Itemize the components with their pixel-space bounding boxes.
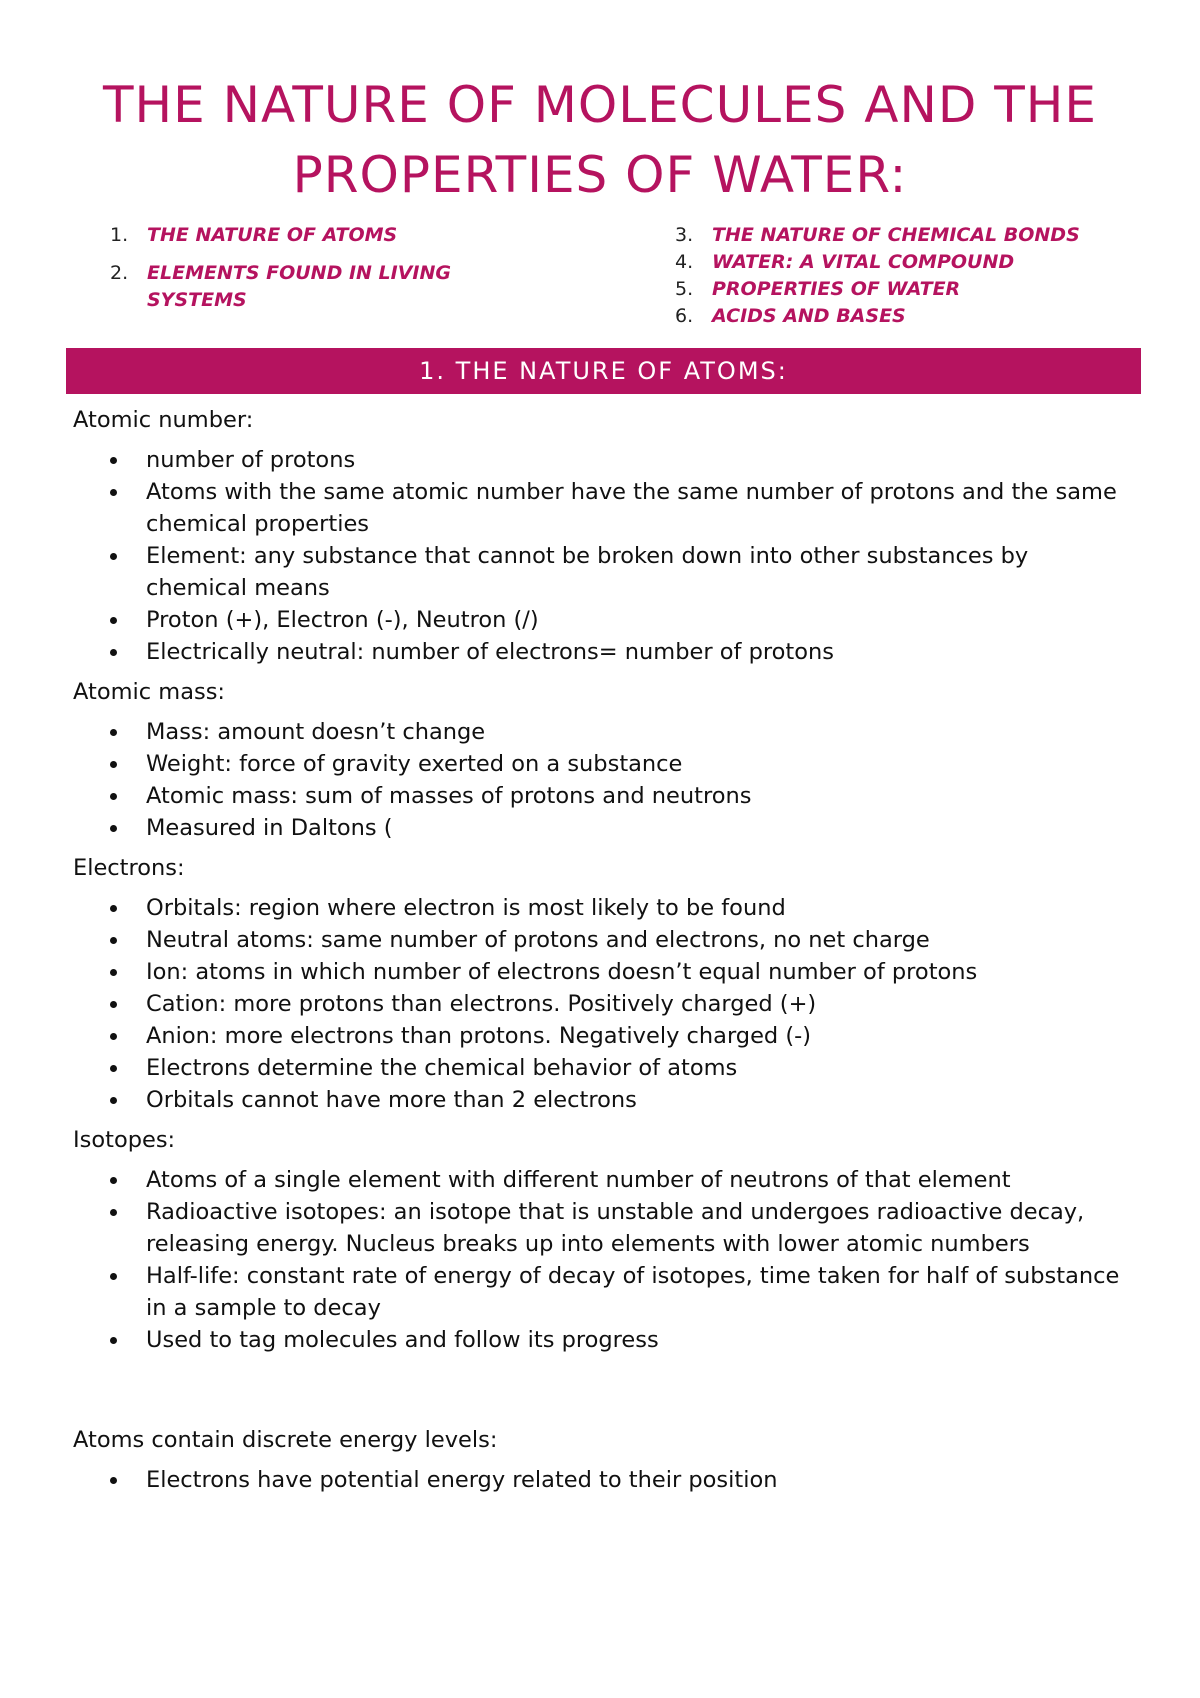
group-heading: Atoms contain discrete energy levels: — [73, 1427, 498, 1453]
toc-item-number: 2. — [110, 262, 129, 284]
bullet-list — [73, 892, 1133, 1116]
bullet-item: Proton (+), Electron (-), Neutron (/) — [73, 604, 1133, 636]
bullet-item: Measured in Daltons ( — [73, 812, 1133, 844]
toc-item-number: 5. — [675, 278, 694, 300]
bullet-item: Ion: atoms in which number of electrons doesn’t equal number of protons — [73, 956, 1133, 988]
toc-item[interactable] — [675, 222, 1145, 249]
toc-item[interactable] — [110, 222, 500, 249]
bullet-item: Used to tag molecules and follow its progress — [73, 1324, 1133, 1356]
bullet-list — [73, 444, 1133, 668]
bullet-item: Orbitals cannot have more than 2 electrons — [73, 1084, 1133, 1116]
toc-item[interactable] — [675, 276, 1145, 303]
group-heading: Atomic number: — [73, 407, 254, 433]
group-heading: Isotopes: — [73, 1127, 176, 1153]
bullet-item: Atomic mass: sum of masses of protons and neutrons — [73, 780, 1133, 812]
toc-item[interactable] — [675, 249, 1145, 276]
bullet-list — [73, 1464, 1133, 1496]
section-content — [73, 404, 1133, 1504]
bullet-item: Cation: more protons than electrons. Positively charged (+) — [73, 988, 1133, 1020]
toc-right-column — [675, 222, 1145, 330]
bullet-item: Element: any substance that cannot be broken down into other substances by chemical means — [73, 540, 1133, 604]
bullet-item: Electrically neutral: number of electrons= number of protons — [73, 636, 1133, 668]
toc-item-number: 3. — [675, 224, 694, 246]
toc-left-column — [110, 222, 500, 314]
bullet-item: Electrons determine the chemical behavior of atoms — [73, 1052, 1133, 1084]
bullet-item: Weight: force of gravity exerted on a substance — [73, 748, 1133, 780]
bullet-item: Atoms with the same atomic number have the same number of protons and the same chemical properties — [73, 476, 1133, 540]
bullet-list — [73, 1164, 1133, 1356]
bullet-item: Radioactive isotopes: an isotope that is unstable and undergoes radioactive decay, releasing energy. Nucleus breaks up into elements with lower atomic numbers — [73, 1196, 1133, 1260]
toc-item-label: PROPERTIES OF WATER — [712, 278, 961, 300]
toc-item-number: 6. — [675, 305, 694, 327]
toc-item[interactable] — [110, 260, 500, 314]
document-title: THE NATURE OF MOLECULES AND THE PROPERTIES OF WATER: — [103, 76, 1097, 204]
bullet-list — [73, 716, 1133, 844]
toc-item-number: 4. — [675, 251, 694, 273]
toc-item-number: 1. — [110, 224, 129, 246]
group-heading: Atomic mass: — [73, 679, 226, 705]
section-banner: 1. THE NATURE OF ATOMS: — [66, 348, 1141, 394]
toc-item-label: ACIDS AND BASES — [712, 305, 906, 327]
bullet-item: Orbitals: region where electron is most likely to be found — [73, 892, 1133, 924]
bullet-item: Neutral atoms: same number of protons and electrons, no net charge — [73, 924, 1133, 956]
toc-item[interactable] — [675, 303, 1145, 330]
bullet-item: number of protons — [73, 444, 1133, 476]
toc-item-label: THE NATURE OF CHEMICAL BONDS — [712, 224, 1080, 246]
bullet-item: Anion: more electrons than protons. Negatively charged (-) — [73, 1020, 1133, 1052]
toc-item-label: THE NATURE OF ATOMS — [147, 224, 398, 246]
bullet-item: Electrons have potential energy related to their position — [73, 1464, 1133, 1496]
group-heading: Electrons: — [73, 855, 185, 881]
toc-item-label: ELEMENTS FOUND IN LIVING SYSTEMS — [147, 262, 451, 311]
vertical-spacer — [73, 1364, 1133, 1424]
bullet-item: Half-life: constant rate of energy of decay of isotopes, time taken for half of substance in a sample to decay — [73, 1260, 1133, 1324]
bullet-item: Mass: amount doesn’t change — [73, 716, 1133, 748]
bullet-item: Atoms of a single element with different number of neutrons of that element — [73, 1164, 1133, 1196]
toc-item-label: WATER: A VITAL COMPOUND — [712, 251, 1015, 273]
